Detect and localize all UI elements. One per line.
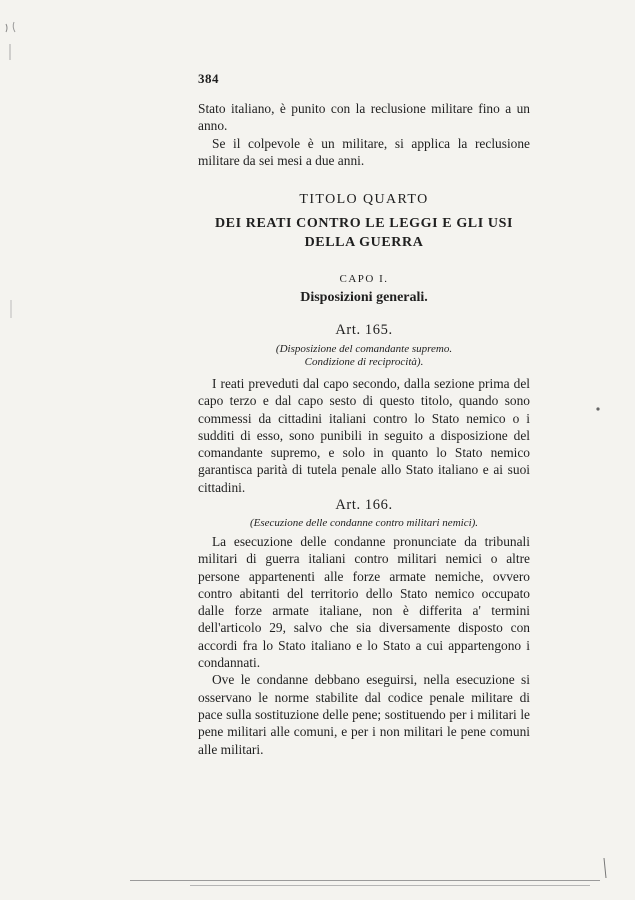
titolo-number: TITOLO QUARTO bbox=[299, 192, 429, 207]
intro-text bbox=[198, 100, 530, 169]
article-165-heading: Art. 165. bbox=[335, 322, 393, 338]
article-165-subtitle-line-1: (Disposizione del comandante supremo. bbox=[275, 343, 453, 355]
bottom-scan-line-2 bbox=[190, 885, 590, 886]
bottom-scan-line bbox=[130, 880, 600, 881]
article-166-heading: Art. 166. bbox=[335, 497, 393, 513]
article-165-paragraph-1: I reati preveduti dal capo secondo, dalla sezione prima del capo terzo e dal capo sesto di questo titolo, quando sono commessi da cittadini italiani contro lo Stato nemico o i sudditi di esso, sono punibili in seguito a disposizione del comandante supremo, e solo in quanto lo Stato nemico garantisca parità di tutela penale allo Stato italiano e ai suoi cittadini. bbox=[198, 376, 530, 495]
article-166-paragraph-2: Ove le condanne debbano eseguirsi, nella esecuzione si osservano le norme stabilite dal codice penale militare di pace sulla sostituzione delle pene; sostituendo per i militari le pene militari alle comuni, e per i non militari le pene comuni alle militari. bbox=[198, 672, 530, 757]
article-166-body bbox=[198, 533, 530, 758]
page-number: 384 bbox=[198, 71, 219, 86]
titolo-name-line-1: DEI REATI CONTRO LE LEGGI E GLI USI bbox=[214, 216, 514, 231]
article-165-subtitle-line-2: Condizione di reciprocità). bbox=[304, 356, 424, 368]
article-165-body bbox=[198, 375, 530, 496]
article-165-subtitle bbox=[198, 343, 530, 369]
article-166-subtitle-line-1: (Esecuzione delle condanne contro militari nemici). bbox=[249, 517, 479, 529]
intro-paragraph-1: Stato italiano, è punito con la reclusione militare fino a un anno. bbox=[198, 101, 530, 134]
article-166-subtitle bbox=[198, 517, 530, 530]
titolo-name-line-2: DELLA GUERRA bbox=[304, 235, 424, 250]
capo-title: Disposizioni generali. bbox=[300, 290, 428, 305]
article-166-paragraph-1: La esecuzione delle condanne pronunciate da tribunali militari di guerra italiani contro militari nemici o altre persone appartenenti alle forze armate nemiche, ovvero contro abitanti del territorio dello Stato nemico occupato dalle forze armate italiane, non è differita a' termini dell'articolo 29, salvo che sia diversamente disposto con accordi fra lo Stato italiano e lo Stato a cui appartengono i condannati. bbox=[198, 534, 530, 671]
titolo-name bbox=[198, 214, 530, 252]
intro-paragraph-2: Se il colpevole è un militare, si applica la reclusione militare da sei mesi a due anni. bbox=[198, 135, 530, 168]
capo-number: CAPO I. bbox=[339, 273, 389, 285]
